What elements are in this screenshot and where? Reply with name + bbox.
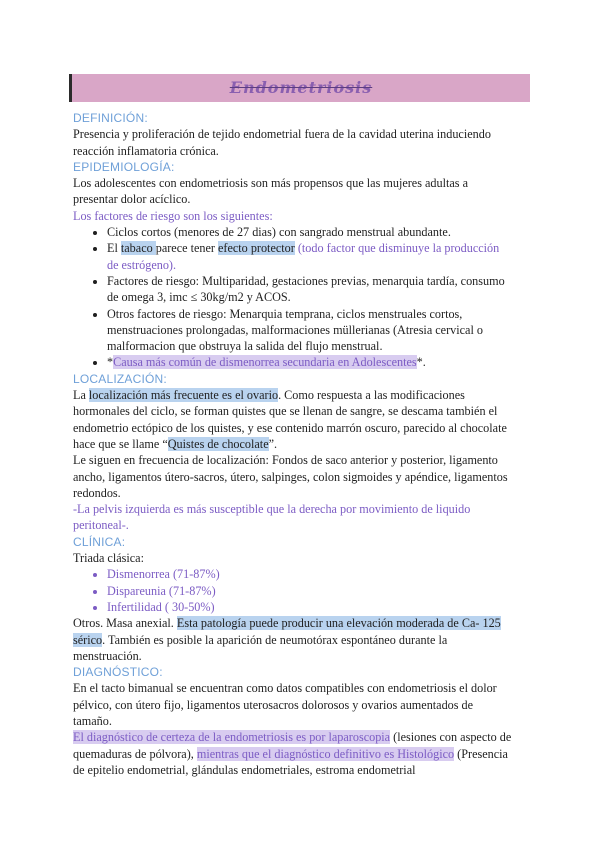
clinica-paragraph [73,615,513,664]
document-body [73,110,513,778]
highlight-ca125: Esta patología puede producir una elevación moderada de Ca- 125 sérico [73,616,501,647]
note-estrogeno: (todo factor que disminuye la producción de estrógeno). [107,241,500,272]
risk-list [73,224,513,371]
text-span: . Como respuesta a las modificaciones hormonales del ciclo, se forman quistes que se llenan de sangre, se descama también el endometrio ectópico de los quistes, y ese contenido marrón oscuro, parecido al chocolate hace que se llame “ [73,388,507,451]
title-banner [69,74,530,102]
risk-intro: Los factores de riesgo son los siguientes: [73,208,273,223]
list-item: • Otros factores de riesgo: Menarquia temprana, ciclos menstruales cortos, menstruaciones prolongadas, malformaciones müllerianas (Atresia cervical o malformacion que obstruya la salida del flujo menstrual. [107,306,513,355]
heading-localizacion: LOCALIZACIÓN: [73,371,167,386]
highlight-dismenorrea: Causa más común de dismenorrea secundaria en Adolescentes [113,355,417,370]
text-span: La [73,388,89,403]
text-span: *. [416,355,426,370]
page-title: Endometriosis [229,78,373,97]
text-span: (lesiones con aspecto de quemaduras de pólvora), [73,730,512,761]
highlight-histologico: mientras que el diagnóstico definitivo es Histológico [196,746,455,761]
heading-clinica: CLÍNICA: [73,534,126,549]
list-item: • Dismenorrea (71-87%) [107,566,513,582]
text-span: (Presencia de epitelio endometrial, glándulas endometriales, estroma endometrial [73,746,508,777]
text-span: El [107,241,121,256]
localizacion-paragraph [73,387,513,452]
list-item: • Ciclos cortos (menores de 27 dias) con sangrado menstrual abundante. [107,224,513,240]
highlight-laparoscopia: El diagnóstico de certeza de la endometriosis es por laparoscopia [73,730,391,745]
highlight-efecto-protector: efecto protector [218,241,295,256]
text-span: ”. [268,436,278,451]
text-span: Otros. Masa anexial. [73,616,177,631]
definicion-text: Presencia y proliferación de tejido endometrial fuera de la cavidad uterina induciendo reacción inflamatoria crónica. [73,127,491,158]
localizacion-note: -La pelvis izquierda es más susceptible que la derecha por movimiento de liquido peritoneal-. [73,502,471,533]
heading-diagnostico: DIAGNÓSTICO: [73,665,163,680]
highlight-quistes: Quistes de chocolate [167,436,269,451]
diagnostico-paragraph [73,729,513,778]
text-span: parece tener [155,241,218,256]
list-item: • Factores de riesgo: Multiparidad, gestaciones previas, menarquia tardía, consumo de omega 3, imc ≤ 30kg/m2 y ACOS. [107,273,513,306]
localizacion-frecuencia: Le siguen en frecuencia de localización: Fondos de saco anterior y posterior, ligamento ancho, ligamentos útero-sacros, útero, salpinges, colon sigmoides y apéndice, ligamentos redondos. [73,453,508,500]
highlight-ovario: localización más frecuente es el ovario [88,388,279,403]
heading-definicion: DEFINICIÓN: [73,111,148,125]
list-item [107,354,513,370]
list-item: • Infertilidad ( 30-50%) [107,599,513,615]
triad-list [73,566,513,615]
heading-epidemiologia: EPIDEMIOLOGÍA: [73,159,175,174]
text-span: . También es posible la aparición de neumotórax espontáneo durante la menstruación. [73,632,448,663]
diagnostico-tacto: En el tacto bimanual se encuentran como datos compatibles con endometriosis el dolor pélvico, con útero fijo, ligamentos uterosacros dolorosos y ovarios aumentados de tamaño. [73,681,497,728]
list-item: • Dispareunia (71-87%) [107,583,513,599]
text-span: * [107,355,114,370]
triad-intro: Triada clásica: [73,551,144,566]
highlight-tabaco: tabaco [120,241,156,256]
list-item [107,240,513,273]
epidemiologia-text: Los adolescentes con endometriosis son más propensos que las mujeres adultas a presentar dolor acíclico. [73,176,468,207]
